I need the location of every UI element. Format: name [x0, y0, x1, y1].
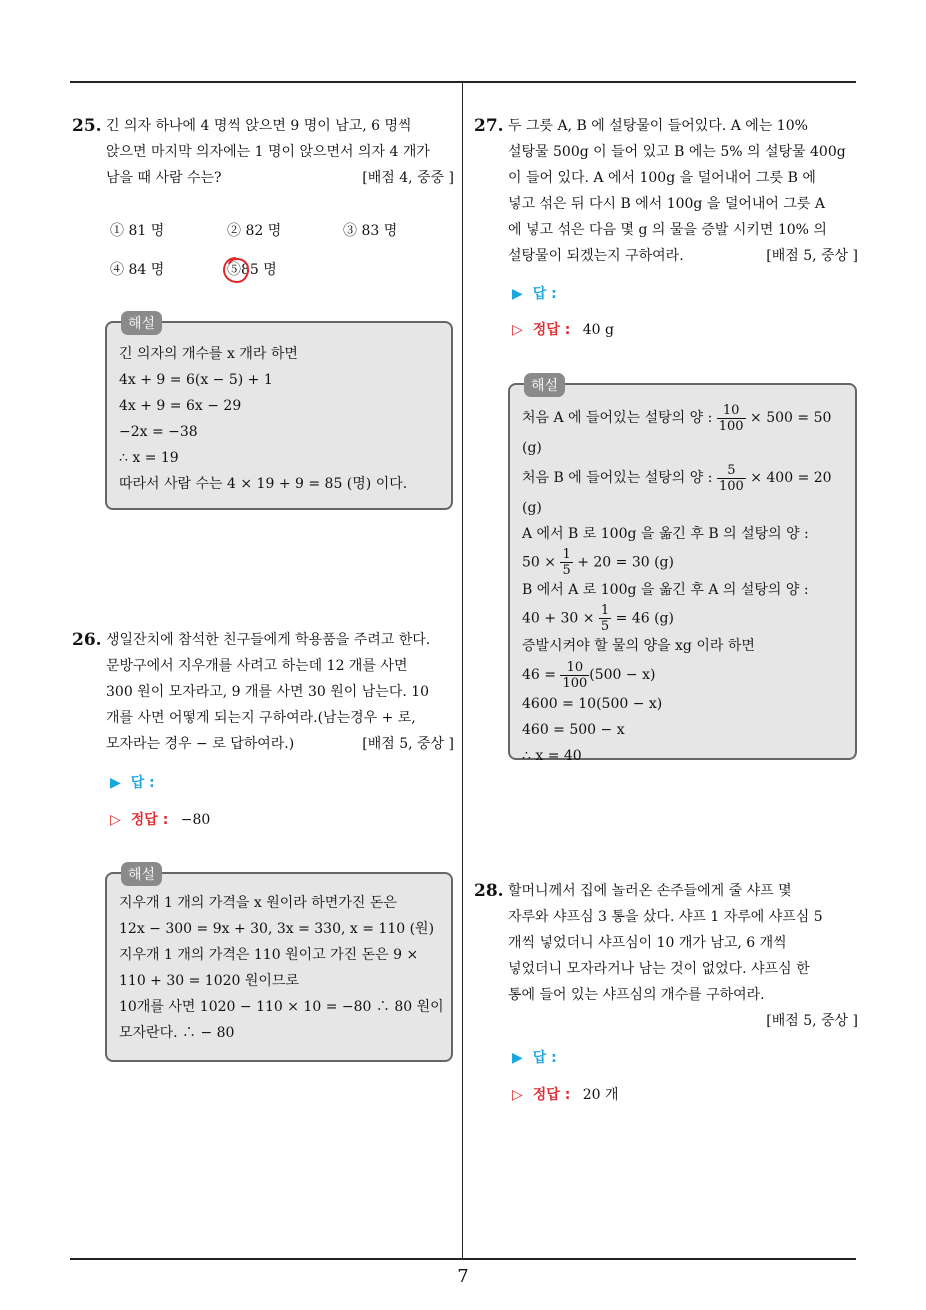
question-number: 27. — [474, 116, 504, 136]
fraction-denominator: 100 — [718, 478, 744, 494]
correct-label: 정답 : — [532, 1087, 571, 1103]
solution-line-c — [522, 547, 845, 577]
solution-line: 모자란다. ∴ − 80 — [119, 1025, 235, 1041]
answer-line-28 — [512, 1047, 557, 1067]
solution-line: 지우개 1 개의 가격은 110 원이고 가진 돈은 9 × — [119, 947, 419, 963]
question-28 — [474, 878, 858, 1034]
choice-2[interactable]: ② 82 명 — [227, 223, 282, 239]
solution-text: 46 = — [522, 667, 556, 683]
solution-text: 40 + 30 × — [522, 610, 595, 627]
column-divider — [462, 82, 463, 1260]
solution-line-d — [522, 603, 845, 633]
question-meta: [배점 4, 중중 ] — [362, 170, 454, 186]
fraction — [599, 603, 611, 634]
answer-label: 답 : — [532, 1050, 557, 1066]
fraction-numerator: 5 — [717, 463, 746, 479]
play-icon: ▶ — [512, 1050, 523, 1066]
solution-lines — [119, 890, 444, 1046]
fraction — [560, 547, 572, 578]
solution-text: (500 − x) — [589, 667, 656, 683]
question-text: 할머니께서 집에 놀러온 손주들에게 줄 샤프 몇 자루와 샤프심 3 통을 샀다. 샤프 1 자루에 샤프심 5 개씩 넣었더니 샤프심이 10 개가 남고, 6 개씩 넣었더니 모자라거나 남는 것이 없었다. 샤프심 한 통에 들어 있는 샤프심의 개수를 구하여라. — [508, 883, 823, 1003]
solution-line: 460 = 500 − x — [522, 722, 625, 738]
choice-1[interactable]: ① 81 명 — [110, 223, 165, 239]
correct-value: 20 개 — [582, 1087, 619, 1103]
answer-label: 답 : — [130, 775, 155, 791]
choice-5[interactable] — [227, 262, 277, 278]
solution-lines — [119, 341, 441, 497]
solution-tag: 해설 — [524, 373, 565, 397]
play-outline-icon: ▷ — [512, 322, 523, 338]
solution-tag: 해설 — [121, 862, 162, 886]
play-icon: ▶ — [512, 286, 523, 302]
question-text: 생일잔치에 참석한 친구들에게 학용품을 주려고 한다. 문방구에서 지우개를 사려고 하는데 12 개를 사면 300 원이 모자라고, 9 개를 사면 30 원이 남는다. 10 개를 사면 어떻게 되는지 구하여라.(남는경우 + 로, 모자라는 경우 − 로 답하여라.) — [106, 632, 431, 752]
question-text: 두 그릇 A, B 에 설탕물이 들어있다. A 에는 10% 설탕물 500g 이 들어 있고 B 에는 5% 의 설탕물 400g 이 들어 있다. A 에서 100g 을 덜어내어 그릇 B 에 넣고 섞은 뒤 다시 B 에서 100g 을 덜어내어 그릇 A 에 넣고 섞은 다음 몇 g 의 물을 증발 시키면 10% 의 설탕물이 되겠는지 구하여라. — [508, 118, 846, 264]
play-outline-icon: ▷ — [110, 812, 121, 828]
solution-box-26 — [105, 867, 453, 1062]
solution-box-27 — [508, 378, 857, 764]
play-icon: ▶ — [110, 775, 121, 791]
play-outline-icon: ▷ — [512, 1087, 523, 1103]
solution-tag: 해설 — [121, 311, 162, 335]
correct-value: 40 g — [582, 322, 614, 338]
solution-line: B 에서 A 로 100g 을 옮긴 후 A 의 설탕의 양 : — [522, 582, 809, 598]
question-27 — [474, 113, 858, 269]
correct-answer-28 — [512, 1084, 619, 1104]
solution-line: −2x = −38 — [119, 424, 198, 440]
page-number: 7 — [457, 1266, 469, 1287]
solution-text: × 400 = 20 — [750, 470, 832, 486]
fraction — [560, 660, 589, 691]
question-number: 26. — [72, 630, 102, 650]
solution-line: A 에서 B 로 100g 을 옮긴 후 B 의 설탕의 양 : — [522, 526, 809, 542]
question-number: 28. — [474, 881, 504, 901]
fraction — [717, 463, 746, 494]
solution-text: 처음 B 에 들어있는 설탕의 양 : — [522, 470, 713, 486]
correct-answer-26 — [110, 809, 210, 829]
correct-value: −80 — [180, 812, 211, 828]
solution-text: 50 × — [522, 554, 556, 571]
fraction-numerator: 10 — [560, 660, 589, 676]
solution-lines — [522, 401, 845, 769]
fraction-numerator: 1 — [600, 603, 610, 618]
correct-label: 정답 : — [130, 812, 169, 828]
fraction-denominator: 100 — [718, 418, 744, 434]
question-26 — [72, 627, 454, 757]
solution-line: 지우개 1 개의 가격을 x 원이라 하면가진 돈은 — [119, 895, 397, 911]
answer-line-26 — [110, 772, 155, 792]
question-number: 25. — [72, 116, 102, 136]
choice-5-label: 85 명 — [241, 262, 277, 278]
top-rule — [70, 81, 856, 83]
solution-line: (g) — [522, 440, 542, 456]
solution-line: 증발시켜야 할 물의 양을 xg 이라 하면 — [522, 638, 755, 654]
solution-line: 4600 = 10(500 − x) — [522, 696, 663, 712]
solution-text: = 46 (g) — [615, 610, 674, 627]
solution-line: 따라서 사람 수는 4 × 19 + 9 = 85 (명) 이다. — [119, 476, 408, 492]
choice-5-mark: ⑤ — [227, 262, 241, 278]
fraction-numerator: 10 — [717, 403, 746, 419]
solution-line-b — [522, 461, 845, 495]
solution-line: 4x + 9 = 6x − 29 — [119, 398, 242, 414]
correct-answer-27 — [512, 319, 614, 339]
answer-line-27 — [512, 283, 557, 303]
solution-line: ∴ x = 40 — [522, 748, 582, 764]
solution-line-a — [522, 401, 845, 435]
solution-line: 10개를 사면 1020 − 110 × 10 = −80 ∴ 80 원이 — [119, 999, 444, 1015]
solution-line: 긴 의자의 개수를 x 개라 하면 — [119, 346, 298, 362]
solution-box-25 — [105, 316, 453, 510]
solution-line-f — [522, 659, 845, 691]
fraction-numerator: 1 — [562, 547, 571, 562]
choices-25 — [110, 220, 450, 280]
correct-label: 정답 : — [532, 322, 571, 338]
question-25 — [72, 113, 454, 191]
solution-line: ∴ x = 19 — [119, 450, 179, 466]
question-meta: [배점 5, 중상 ] — [766, 248, 858, 264]
choice-4[interactable]: ④ 84 명 — [110, 262, 165, 278]
fraction-denominator: 5 — [600, 619, 610, 634]
solution-line: 110 + 30 = 1020 원이므로 — [119, 973, 299, 989]
bottom-rule — [70, 1258, 856, 1260]
choice-3[interactable]: ③ 83 명 — [343, 223, 398, 239]
solution-line: 12x − 300 = 9x + 30, 3x = 330, x = 110 (원) — [119, 921, 435, 937]
solution-text: 처음 A 에 들어있는 설탕의 양 : — [522, 410, 713, 426]
answer-label: 답 : — [532, 286, 557, 302]
fraction-denominator: 5 — [562, 563, 571, 578]
question-meta: [배점 5, 중상 ] — [362, 736, 454, 752]
solution-text: × 500 = 50 — [750, 410, 832, 426]
fraction — [717, 403, 746, 434]
question-text: 긴 의자 하나에 4 명씩 앉으면 9 명이 남고, 6 명씩 앉으면 마지막 의자에는 1 명이 앉으면서 의자 4 개가 남을 때 사람 수는? — [106, 118, 430, 186]
question-meta: [배점 5, 중상 ] — [766, 1013, 858, 1029]
solution-line: (g) — [522, 500, 542, 516]
solution-text: + 20 = 30 (g) — [577, 554, 674, 571]
fraction-denominator: 100 — [562, 675, 588, 691]
solution-line: 4x + 9 = 6(x − 5) + 1 — [119, 372, 273, 388]
